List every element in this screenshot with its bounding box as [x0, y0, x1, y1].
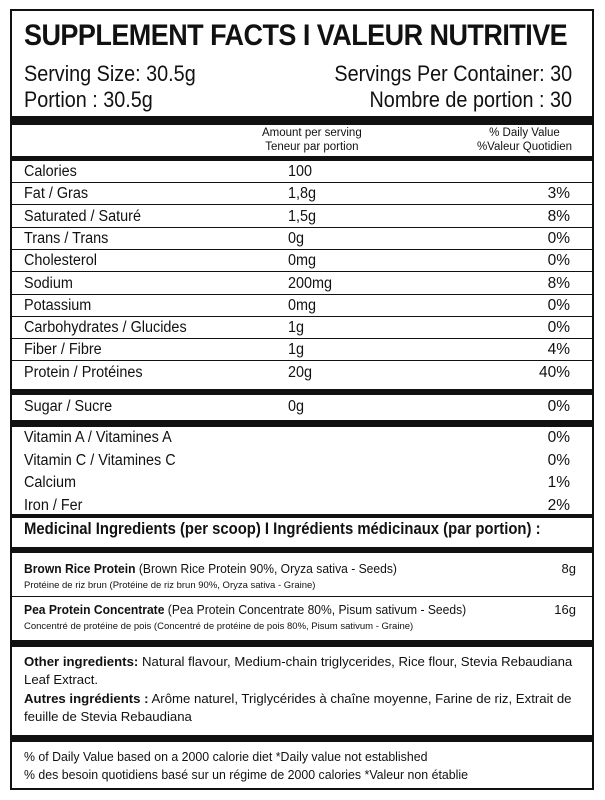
vitamin-row: [12, 450, 592, 472]
nutrient-name: Protein / Protéines: [24, 363, 143, 381]
servings-per-container: Servings Per Container: 30: [334, 61, 572, 86]
other-ingredients-text: Natural flavour, Medium-chain triglycerides, Rice flour, Stevia Rebaudiana Leaf Extract.: [24, 654, 573, 687]
nutrient-daily-value: 0%: [547, 319, 570, 337]
portion: Portion : 30.5g: [24, 87, 153, 112]
nutrient-amount: 0g: [288, 398, 305, 415]
nutrient-daily-value: 8%: [547, 207, 570, 225]
header-dv-fr: %Valeur Quotidien: [476, 141, 572, 153]
vitamin-divider: [12, 420, 592, 427]
nombre-de-portion: Nombre de portion : 30: [369, 87, 572, 112]
nutrient-name: Fat / Gras: [24, 185, 89, 203]
nutrient-daily-value: 0%: [547, 229, 570, 247]
nutrient-amount: 1,8g: [288, 185, 317, 203]
nutrient-row: [12, 273, 592, 295]
medicinal-top-divider: [12, 514, 592, 518]
vitamin-daily-value: 2%: [547, 496, 570, 514]
nutrient-daily-value: 8%: [547, 274, 570, 292]
nutrient-name: Trans / Trans: [24, 229, 109, 247]
header-daily-value: [477, 126, 572, 154]
nutrient-name: Calories: [24, 163, 77, 180]
nutrient-daily-value: 40%: [538, 363, 570, 381]
nutrient-amount: 0g: [288, 229, 305, 247]
ingredient-amount: 8g: [561, 561, 576, 576]
header-dv-en: % Daily Value: [489, 127, 560, 139]
vitamin-row: [12, 472, 592, 494]
medicinal-title: Medicinal Ingredients (per scoop) I Ingrédients médicinaux (par portion) :: [24, 520, 541, 538]
medicinal-bottom-divider: [12, 547, 592, 553]
ingredient-detail: (Brown Rice Protein 90%, Oryza sativa - Seeds): [135, 561, 397, 576]
thick-divider: [12, 116, 592, 125]
nutrient-name: Carbohydrates / Glucides: [24, 319, 187, 337]
nutrient-row: [12, 250, 592, 272]
vitamin-name: Calcium: [24, 474, 77, 491]
autres-ingredients-label: Autres ingrédients :: [24, 691, 149, 706]
nutrient-row: [12, 362, 592, 384]
ingredient-name: Brown Rice Protein: [24, 561, 136, 576]
other-divider: [12, 640, 592, 647]
nutrient-row: [12, 161, 592, 183]
nutrient-amount: 0mg: [288, 252, 317, 270]
nutrient-row: [12, 228, 592, 250]
nutrient-name: Saturated / Saturé: [24, 207, 142, 225]
vitamin-daily-value: 1%: [547, 474, 570, 491]
nutrient-name: Cholesterol: [24, 252, 97, 270]
nutrient-row: [12, 295, 592, 317]
nutrient-amount: 1,5g: [288, 207, 317, 225]
header-amount-en: Amount per serving: [262, 127, 362, 139]
nutrient-row: [12, 206, 592, 228]
other-ingredients-label: Other ingredients:: [24, 654, 139, 669]
footnote-divider: [12, 735, 592, 742]
serving-size: Serving Size: 30.5g: [24, 61, 196, 86]
nutrient-amount: 200mg: [288, 274, 333, 292]
footnote-en: % of Daily Value based on a 2000 calorie diet *Daily value not established: [24, 749, 428, 764]
nutrient-amount: 1g: [288, 341, 305, 359]
ingredient-name: Pea Protein Concentrate: [24, 602, 165, 617]
supplement-facts-panel: [10, 9, 594, 790]
nutrient-amount: 100: [288, 163, 313, 180]
ingredient-divider: [12, 596, 592, 597]
header-amount: [262, 126, 362, 154]
vitamin-name: Vitamin A / Vitamines A: [24, 429, 172, 446]
nutrient-name: Sodium: [24, 274, 73, 292]
nutrient-name: Sugar / Sucre: [24, 398, 113, 415]
nutrient-name: Potassium: [24, 296, 92, 314]
nutrient-row: [12, 183, 592, 205]
vitamin-name: Iron / Fer: [24, 496, 83, 514]
other-ingredients-fr: [24, 690, 579, 726]
nutrient-daily-value: 0%: [547, 296, 570, 314]
sugar-divider: [12, 389, 592, 395]
nutrient-daily-value: 3%: [547, 185, 570, 203]
nutrient-row: [12, 317, 592, 339]
nutrient-row: [12, 339, 592, 361]
vitamin-daily-value: 0%: [547, 451, 570, 469]
nutrient-daily-value: 0%: [547, 252, 570, 270]
autres-ingredients-text: Arôme naturel, Triglycérides à chaîne moyenne, Farine de riz, Extrait de feuille de Stevia Rebaudiana: [24, 691, 572, 724]
ingredient-detail: (Pea Protein Concentrate 80%, Pisum sativum - Seeds): [164, 602, 467, 617]
footnote-fr: % des besoin quotidiens basé sur un régime de 2000 calories *Valeur non établie: [24, 767, 468, 782]
vitamin-name: Vitamin C / Vitamines C: [24, 451, 176, 469]
ingredient-french: Protéine de riz brun (Protéine de riz brun 90%, Oryza sativa - Graine): [24, 580, 316, 591]
nutrient-daily-value: 0%: [547, 398, 570, 415]
panel-title: SUPPLEMENT FACTS I VALEUR NUTRITIVE: [24, 19, 568, 52]
ingredient-amount: 16g: [554, 602, 576, 617]
nutrient-amount: 1g: [288, 319, 305, 337]
nutrient-daily-value: 4%: [547, 341, 570, 359]
ingredient-french: Concentré de protéine de pois (Concentré de protéine de pois 80%, Pisum sativum - Graine): [24, 621, 414, 632]
nutrient-amount: 20g: [288, 363, 313, 381]
nutrient-row: [12, 396, 592, 418]
other-ingredients-en: [24, 653, 579, 689]
nutrient-name: Fiber / Fibre: [24, 341, 102, 359]
vitamin-row: [12, 427, 592, 449]
nutrient-amount: 0mg: [288, 296, 317, 314]
header-amount-fr: Teneur par portion: [265, 141, 359, 153]
vitamin-daily-value: 0%: [547, 429, 570, 446]
